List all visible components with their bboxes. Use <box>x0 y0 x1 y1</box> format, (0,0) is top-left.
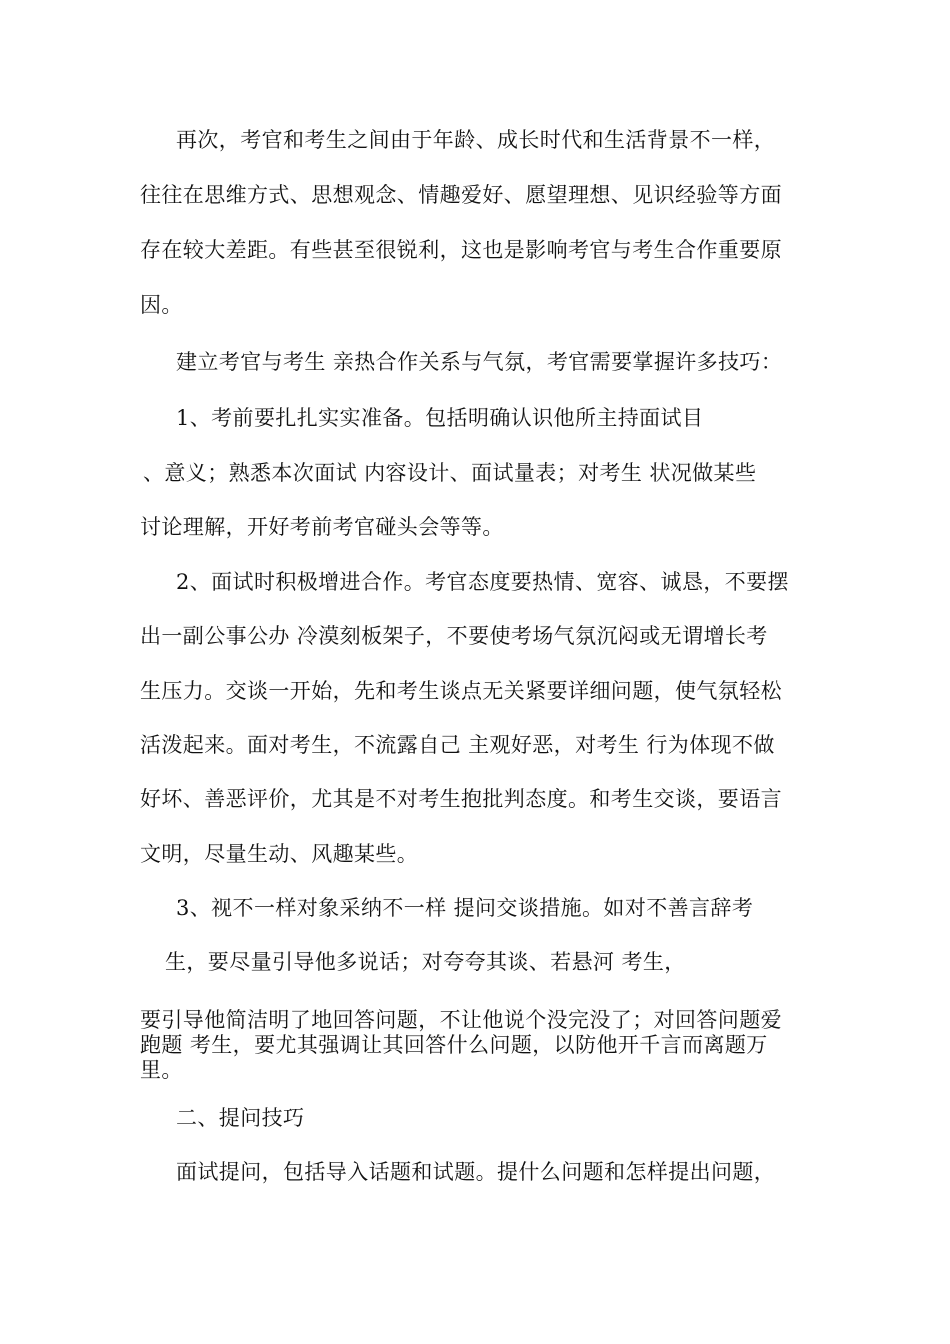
text-line: 要引导他简洁明了地回答问题，不让他说个没完没了；对回答问题爱 <box>140 1008 782 1032</box>
text-line: 因。 <box>140 293 183 317</box>
text-line: 好坏、善恶评价，尤其是不对考生抱批判态度。和考生交谈，要语言 <box>140 787 782 811</box>
text-line: 面试提问，包括导入话题和试题。提什么问题和怎样提出问题， <box>176 1160 776 1184</box>
text-line: 2、面试时积极增进合作。考官态度要热情、宽容、诚恳，不要摆 <box>176 570 789 594</box>
text-line: 生压力。交谈一开始，先和考生谈点无关紧要详细问题，使气氛轻松 <box>140 679 782 703</box>
text-line: 里。 <box>140 1058 183 1082</box>
text-line: 、意义；熟悉本次面试 内容设计、面试量表；对考生 状况做某些 <box>143 461 757 485</box>
text-line: 跑题 考生，要尤其强调让其回答什么问题，以防他开千言而离题万 <box>140 1033 768 1057</box>
text-line: 出一副公事公办 冷漠刻板架子，不要使考场气氛沉闷或无谓增长考 <box>140 624 768 648</box>
text-line: 1、考前要扎扎实实准备。包括明确认识他所主持面试目 <box>176 406 704 430</box>
section-heading: 二、提问技巧 <box>176 1106 305 1130</box>
text-line: 文明，尽量生动、风趣某些。 <box>140 842 419 866</box>
text-line: 3、视不一样对象采纳不一样 提问交谈措施。如对不善言辞考 <box>176 896 754 920</box>
text-line: 生，要尽量引导他多说话；对夸夸其谈、若悬河 考生， <box>165 950 686 974</box>
text-line: 活泼起来。面对考生，不流露自己 主观好恶，对考生 行为体现不做 <box>140 733 775 757</box>
text-line: 存在较大差距。有些甚至很锐利，这也是影响考官与考生合作重要原 <box>140 238 782 262</box>
text-line: 建立考官与考生 亲热合作关系与气氛，考官需要掌握许多技巧： <box>176 350 783 374</box>
text-line: 再次，考官和考生之间由于年龄、成长时代和生活背景不一样， <box>176 128 776 152</box>
text-line: 讨论理解，开好考前考官碰头会等等。 <box>140 515 504 539</box>
text-line: 往往在思维方式、思想观念、情趣爱好、愿望理想、见识经验等方面 <box>140 183 782 207</box>
